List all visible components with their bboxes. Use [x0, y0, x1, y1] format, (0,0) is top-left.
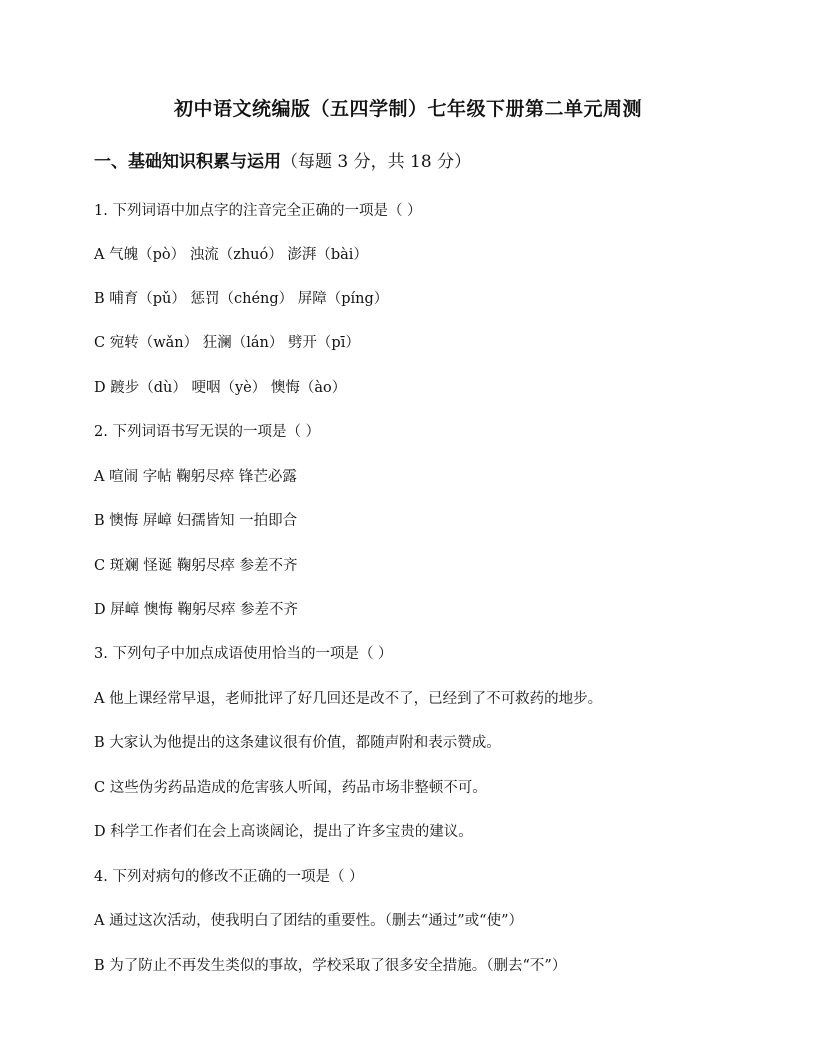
question-3-option-a: A 他上课经常早退，老师批评了好几回还是改不了，已经到了不可救药的地步。: [94, 691, 603, 707]
question-1-option-c: C 宛转（wǎn） 狂澜（lán） 劈开（pī）: [94, 335, 360, 351]
document-title: 初中语文统编版（五四学制）七年级下册第二单元周测: [173, 98, 642, 120]
question-3-option-b: B 大家认为他提出的这条建议很有价值，都随声附和表示赞成。: [94, 735, 501, 751]
question-3-option-d: D 科学工作者们在会上高谈阔论，提出了许多宝贵的建议。: [94, 824, 473, 840]
question-2-option-b: B 懊悔 屏嶂 妇孺皆知 一拍即合: [94, 513, 298, 529]
question-2-option-a: A 喧闹 字帖 鞠躬尽瘁 锋芒必露: [94, 469, 297, 485]
section-score-note: （每题 3 分，共 18 分）: [281, 152, 472, 172]
section-heading-text: 一、基础知识积累与运用: [94, 152, 281, 172]
question-4-stem: 4. 下列对病句的修改不正确的一项是（ ）: [94, 869, 364, 885]
question-3-stem: 3. 下列句子中加点成语使用恰当的一项是（ ）: [94, 646, 393, 662]
question-4-option-a: A 通过这次活动，使我明白了团结的重要性。（删去“通过”或“使”）: [94, 913, 523, 929]
question-3-option-c: C 这些伪劣药品造成的危害骇人听闻，药品市场非整顿不可。: [94, 780, 487, 796]
question-2-option-d: D 屏嶂 懊悔 鞠躬尽瘁 参差不齐: [94, 602, 299, 618]
question-2-option-c: C 斑斓 怪诞 鞠躬尽瘁 参差不齐: [94, 558, 298, 574]
question-1-option-a: A 气魄（pò） 浊流（zhuó） 澎湃（bài）: [94, 247, 368, 263]
question-1-stem: 1. 下列词语中加点字的注音完全正确的一项是（ ）: [94, 203, 422, 219]
question-2-stem: 2. 下列词语书写无误的一项是（ ）: [94, 424, 321, 440]
question-1-option-b: B 哺育（pǔ） 惩罚（chéng） 屏障（píng）: [94, 291, 389, 307]
question-1-option-d: D 踱步（dù） 哽咽（yè） 懊悔（ào）: [94, 380, 347, 396]
question-4-option-b: B 为了防止不再发生类似的事故，学校采取了很多安全措施。（删去“不”）: [94, 958, 567, 974]
section-heading: [94, 150, 471, 174]
